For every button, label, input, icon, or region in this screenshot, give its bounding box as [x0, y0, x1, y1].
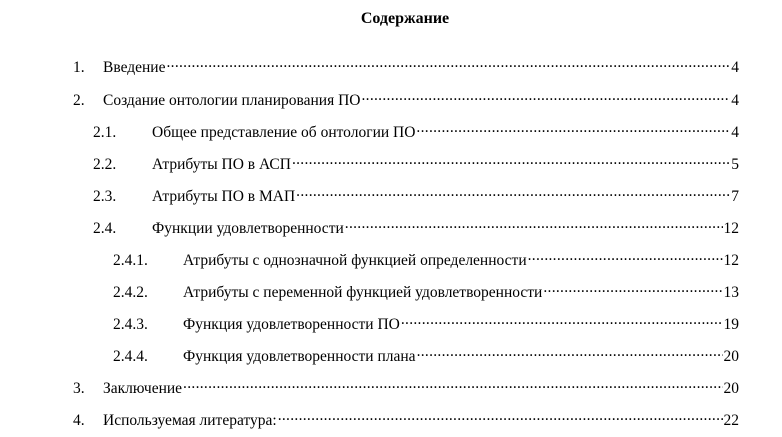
- toc-entry-title: Атрибуты с переменной функцией удовлетворенности: [183, 284, 543, 301]
- toc-entry-number: 2.4.: [93, 220, 117, 237]
- toc-entry-2-4-3[interactable]: [113, 309, 739, 333]
- toc-entry-title: Функция удовлетворенности ПО: [183, 316, 400, 333]
- toc-entry-number: 2.4.1.: [113, 252, 148, 269]
- toc-entry-2-3[interactable]: [93, 181, 739, 205]
- toc-leader-dots: [278, 405, 723, 425]
- toc-leader-dots: [292, 149, 730, 169]
- toc-leader-dots: [183, 373, 722, 393]
- toc-entry-title: Создание онтологии планирования ПО: [103, 92, 361, 109]
- toc-leader-dots: [528, 245, 723, 265]
- toc-entry-page: 5: [731, 156, 739, 173]
- toc-entry-title: Введение: [103, 59, 166, 76]
- toc-entry-number: 2.3.: [93, 188, 117, 205]
- toc-leader-dots: [401, 309, 723, 329]
- toc-entry-1[interactable]: [73, 52, 739, 76]
- toc-leader-dots: [296, 181, 730, 201]
- toc-entry-title: Атрибуты ПО в МАП: [152, 188, 296, 205]
- toc-entry-2-1[interactable]: [93, 117, 739, 141]
- toc-entry-number: 3.: [73, 380, 85, 397]
- toc-leader-dots: [166, 52, 730, 72]
- toc-entry-title: Общее представление об онтологии ПО: [152, 124, 416, 141]
- toc-entry-2-4-2[interactable]: [113, 277, 739, 301]
- toc-entry-page: 13: [723, 284, 739, 301]
- toc-entry-number: 4.: [73, 412, 85, 429]
- toc-entry-2[interactable]: [73, 85, 739, 109]
- toc-entry-title: Атрибуты ПО в АСП: [152, 156, 291, 173]
- toc-entry-2-4[interactable]: [93, 213, 739, 237]
- toc-entry-page: 4: [731, 59, 739, 76]
- toc-entry-page: 7: [731, 188, 739, 205]
- toc-entry-page: 20: [723, 380, 739, 397]
- toc-entry-number: 2.: [73, 92, 85, 109]
- toc-entry-3[interactable]: [73, 373, 739, 397]
- toc-entry-page: 4: [731, 124, 739, 141]
- toc-entry-4[interactable]: [73, 405, 739, 429]
- toc-entry-title: Функция удовлетворенности плана: [183, 348, 416, 365]
- toc-entry-number: 1.: [73, 59, 85, 76]
- toc-entry-2-4-1[interactable]: [113, 245, 739, 269]
- toc-entry-page: 19: [723, 316, 739, 333]
- toc-entry-page: 12: [723, 252, 739, 269]
- toc-entry-2-2[interactable]: [93, 149, 739, 173]
- toc-title: Содержание: [360, 10, 450, 27]
- toc-entry-page: 4: [731, 92, 739, 109]
- toc-entry-title: Атрибуты с однозначной функцией определенности: [183, 252, 527, 269]
- toc-entry-number: 2.2.: [93, 156, 117, 173]
- toc-entry-page: 22: [723, 412, 739, 429]
- toc-entry-page: 12: [723, 220, 739, 237]
- toc-entry-page: 20: [723, 348, 739, 365]
- toc-entry-title: Заключение: [103, 380, 183, 397]
- toc-leader-dots: [361, 85, 730, 105]
- toc-entry-2-4-4[interactable]: [113, 341, 739, 365]
- toc-entry-title: Функции удовлетворенности: [152, 220, 344, 237]
- toc-entry-number: 2.1.: [93, 124, 117, 141]
- toc-leader-dots: [417, 341, 723, 361]
- toc-entry-number: 2.4.4.: [113, 348, 148, 365]
- toc-leader-dots: [416, 117, 730, 137]
- toc-leader-dots: [345, 213, 723, 233]
- toc-entry-title: Используемая литература:: [103, 412, 277, 429]
- toc-leader-dots: [543, 277, 722, 297]
- toc-entry-number: 2.4.2.: [113, 284, 148, 301]
- toc-entry-number: 2.4.3.: [113, 316, 148, 333]
